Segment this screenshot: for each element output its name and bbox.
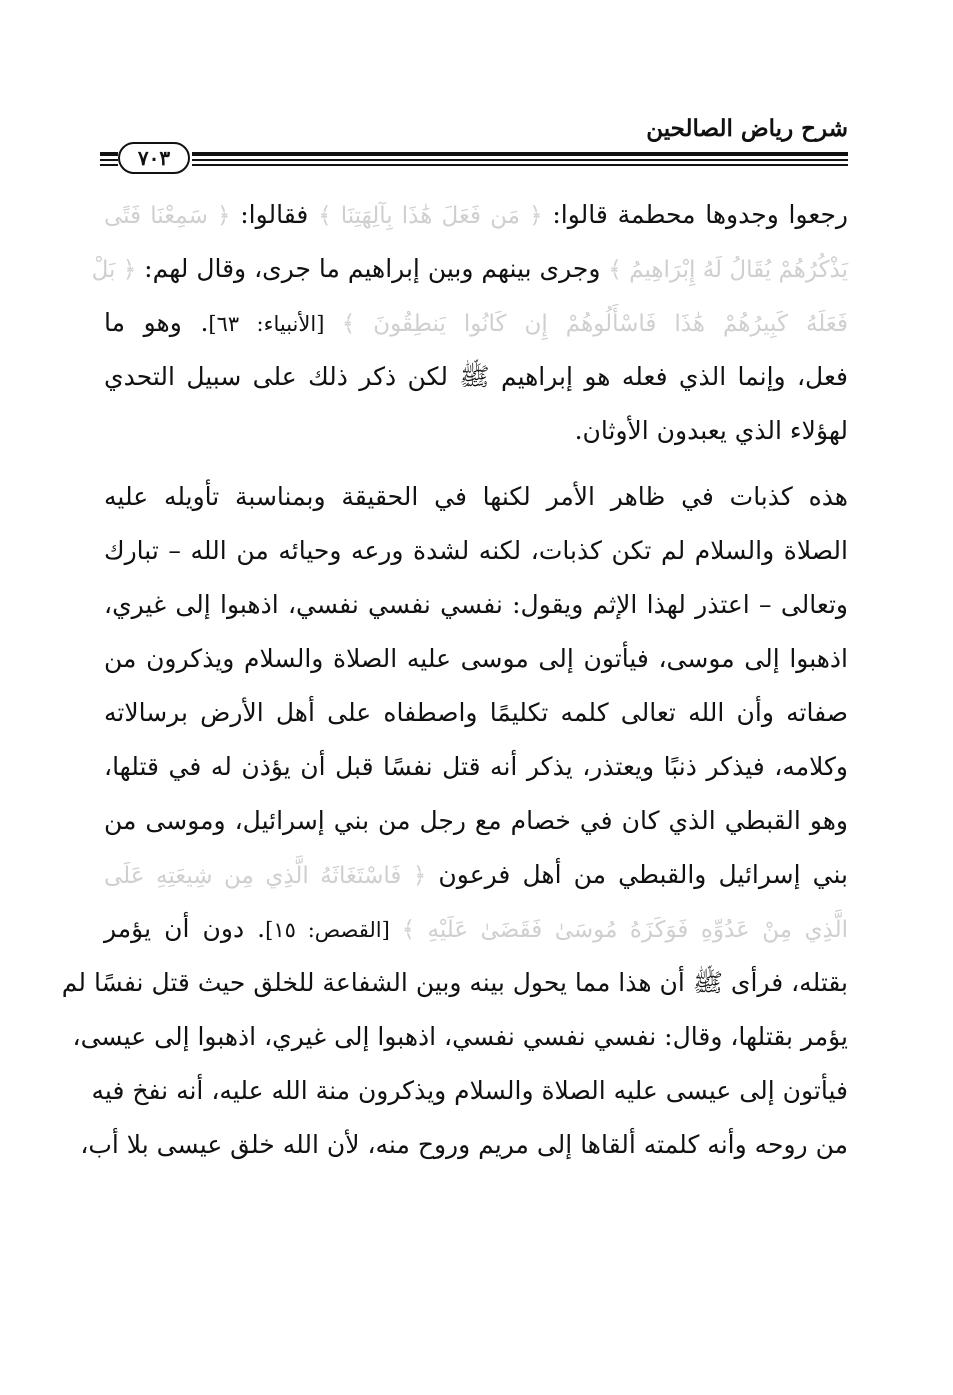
text-line: [104, 470, 848, 524]
text-line: [91, 242, 848, 296]
text-line: [80, 1118, 848, 1172]
line-text: بقتله، فرأى ﷺ أن هذا مما يحول بينه وبين الشفاعة للخلق حيث قتل نفسًا لم: [61, 968, 848, 997]
text-line: [104, 578, 848, 632]
text-line: [104, 296, 848, 350]
line-text: فيأتون إلى عيسى عليه الصلاة والسلام ويذكرون منة الله عليه، أنه نفخ فيه: [91, 1076, 848, 1105]
line-text: الصلاة والسلام لم تكن كذبات، لكنه لشدة ورعه وحيائه من الله – تبارك: [104, 536, 848, 565]
line-text: فقالوا:: [230, 200, 319, 229]
header-rule: [100, 164, 118, 166]
line-text: صفاته وأن الله تعالى كلمه تكليمًا واصطفاه على أهل الأرض برسالاته: [104, 698, 848, 727]
page-number: ٧٠٣: [118, 142, 190, 174]
header-rule: [192, 164, 848, 166]
line-text: يؤمر بقتلها، وقال: نفسي نفسي نفسي، اذهبوا إلى غيري، اذهبوا إلى عيسى،: [72, 1022, 848, 1051]
text-line: [104, 848, 848, 902]
text-line: [104, 686, 848, 740]
quran-verse: ﴿ سَمِعْنَا فَتًى: [104, 203, 231, 229]
header-rule: [192, 152, 848, 156]
text-line: [61, 956, 848, 1010]
text-line: [104, 524, 848, 578]
quran-verse: الَّذِي مِنْ عَدُوِّهِ فَوَكَزَهُ مُوسَىٰ فَقَضَىٰ عَلَيْهِ ﴾: [401, 917, 848, 943]
text-line: [91, 1064, 848, 1118]
quran-verse: ﴿ بَلْ: [91, 257, 137, 283]
line-text: هذه كذبات في ظاهر الأمر لكنها في الحقيقة وبمناسبة تأويله عليه: [104, 482, 848, 511]
header-rule: [100, 159, 118, 161]
header-rule: [192, 159, 848, 161]
page-header: [100, 115, 848, 175]
page-body: [61, 188, 848, 1172]
line-text: بني إسرائيل والقبطي من أهل فرعون: [426, 860, 848, 889]
line-text: من روحه وأنه كلمته ألقاها إلى مريم وروح منه، لأن الله خلق عيسى بلا أب،: [80, 1130, 848, 1159]
quran-verse: يَذْكُرُهُمْ يُقَالُ لَهُ إِبْرَاهِيمُ ﴾: [608, 257, 848, 283]
verse-reference: [القصص: ١٥]: [265, 918, 402, 942]
quran-verse: ﴿ فَاسْتَغَاثَهُ الَّذِي مِن شِيعَتِهِ عَلَى: [104, 863, 427, 889]
text-line: [72, 1010, 848, 1064]
line-text: اذهبوا إلى موسى، فيأتون إلى موسى عليه الصلاة والسلام ويذكرون من: [104, 644, 848, 673]
line-text: فعل، وإنما الذي فعله هو إبراهيم ﷺ لكن ذكر ذلك على سبيل التحدي: [104, 362, 848, 391]
line-text: وجرى بينهم وبين إبراهيم ما جرى، وقال لهم:: [136, 254, 609, 283]
header-rule: [100, 152, 118, 156]
line-text: وتعالى – اعتذر لهذا الإثم ويقول: نفسي نفسي نفسي، اذهبوا إلى غيري،: [104, 590, 848, 619]
verse-reference: [الأنبياء: ٦٣]: [208, 312, 342, 336]
text-line: [104, 350, 848, 404]
text-line: [104, 404, 848, 458]
line-text: لهؤلاء الذي يعبدون الأوثان.: [574, 416, 848, 445]
quran-verse: فَعَلَهُ كَبِيرُهُمْ هَٰذَا فَاسْأَلُوهُمْ إِن كَانُوا يَنطِقُونَ ﴾: [341, 311, 848, 337]
text-line: [104, 632, 848, 686]
text-line: [104, 740, 848, 794]
line-text: وهو القبطي الذي كان في خصام مع رجل من بني إسرائيل، وموسى من: [104, 806, 848, 835]
line-text: رجعوا وجدوها محطمة قالوا:: [542, 200, 848, 229]
text-line: [104, 188, 848, 242]
text-line: [104, 794, 848, 848]
line-text: . وهو ما: [104, 308, 209, 337]
line-text: . دون أن يؤمر: [104, 914, 266, 943]
book-title: شرح رياض الصالحين: [646, 115, 848, 142]
line-text: وكلامه، فيذكر ذنبًا ويعتذر، يذكر أنه قتل نفسًا قبل أن يؤذن له في قتلها،: [104, 752, 848, 781]
quran-verse: ﴿ مَن فَعَلَ هَٰذَا بِآلِهَتِنَا ﴾: [318, 203, 543, 229]
text-line: [104, 902, 848, 956]
